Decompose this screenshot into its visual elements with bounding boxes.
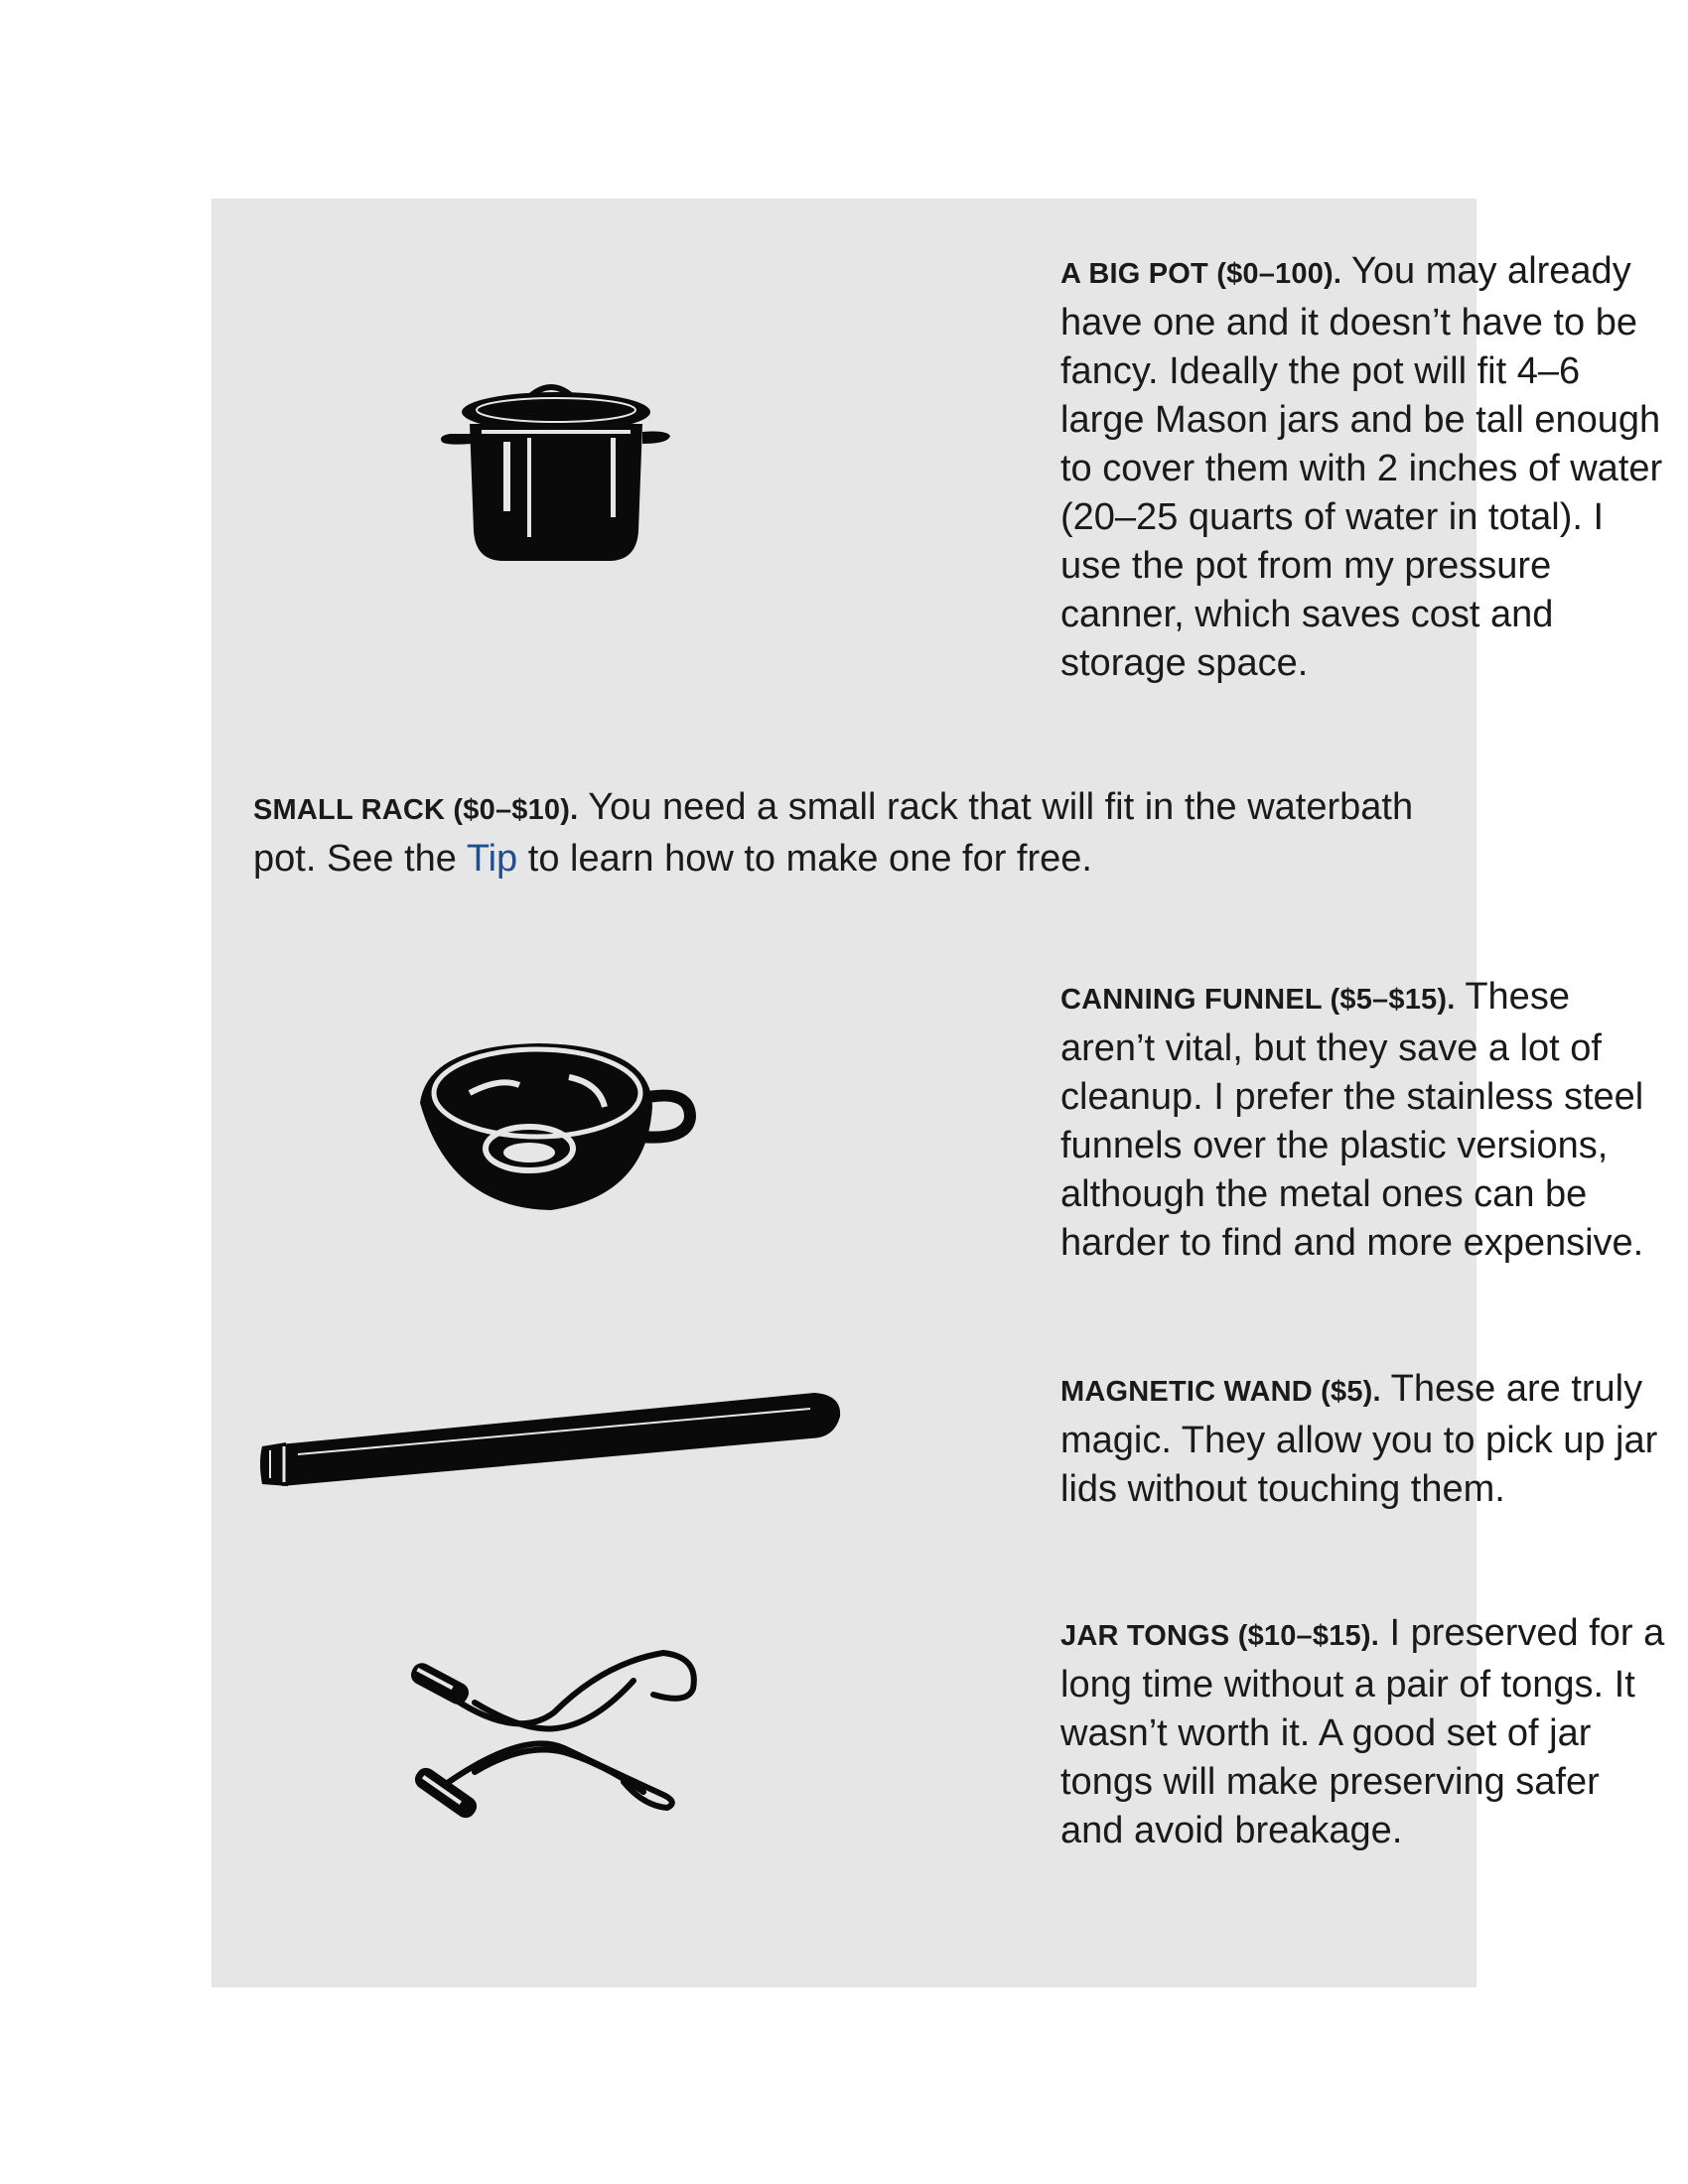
magnetic-wand-item [1060, 1365, 1666, 1514]
small-rack-body-end: to learn how to make one for free. [517, 838, 1092, 880]
equipment-panel [211, 199, 1665, 1987]
small-rack-item [253, 783, 1445, 884]
big-pot-body: You may already have one and it doesn’t have to be fancy. Ideally the pot will fit 4–6 large Mason jars and be tall enough to cover them with 2 inches of water (20–25 quarts of water in total). I use the pot from my pressure canner, which saves cost and storage space. [1060, 250, 1663, 684]
jar-tongs-item [1060, 1609, 1666, 1855]
funnel-icon [410, 1037, 698, 1216]
big-pot-heading: A BIG POT ($0–100). [1060, 258, 1342, 290]
jar-tongs-body: I preserved for a long time without a pair of tongs. It wasn’t worth it. A good set of jar tongs will make preserving safer and avoid breakage. [1060, 1612, 1665, 1851]
jar-tongs-icon [405, 1633, 713, 1832]
tip-link[interactable]: Tip [466, 838, 518, 880]
magnetic-wand-heading: MAGNETIC WAND ($5). [1060, 1376, 1381, 1408]
small-rack-heading: SMALL RACK ($0–$10). [253, 794, 579, 826]
small-rack-body-start: You need a small rack that will fit in the waterbath pot. See the [253, 786, 1414, 880]
canning-funnel-heading: CANNING FUNNEL ($5–$15). [1060, 984, 1456, 1016]
magnetic-wand-icon [258, 1375, 844, 1504]
canning-funnel-item [1060, 973, 1666, 1268]
stock-pot-icon [432, 372, 680, 571]
magnetic-wand-body: These are truly magic. They allow you to pick up jar lids without touching them. [1060, 1368, 1658, 1510]
jar-tongs-heading: JAR TONGS ($10–$15). [1060, 1620, 1379, 1652]
big-pot-item [1060, 247, 1666, 688]
canning-funnel-body: These aren’t vital, but they save a lot of cleanup. I prefer the stainless steel funnels over the plastic versions, although the metal ones can be harder to find and more expensive. [1060, 976, 1644, 1264]
